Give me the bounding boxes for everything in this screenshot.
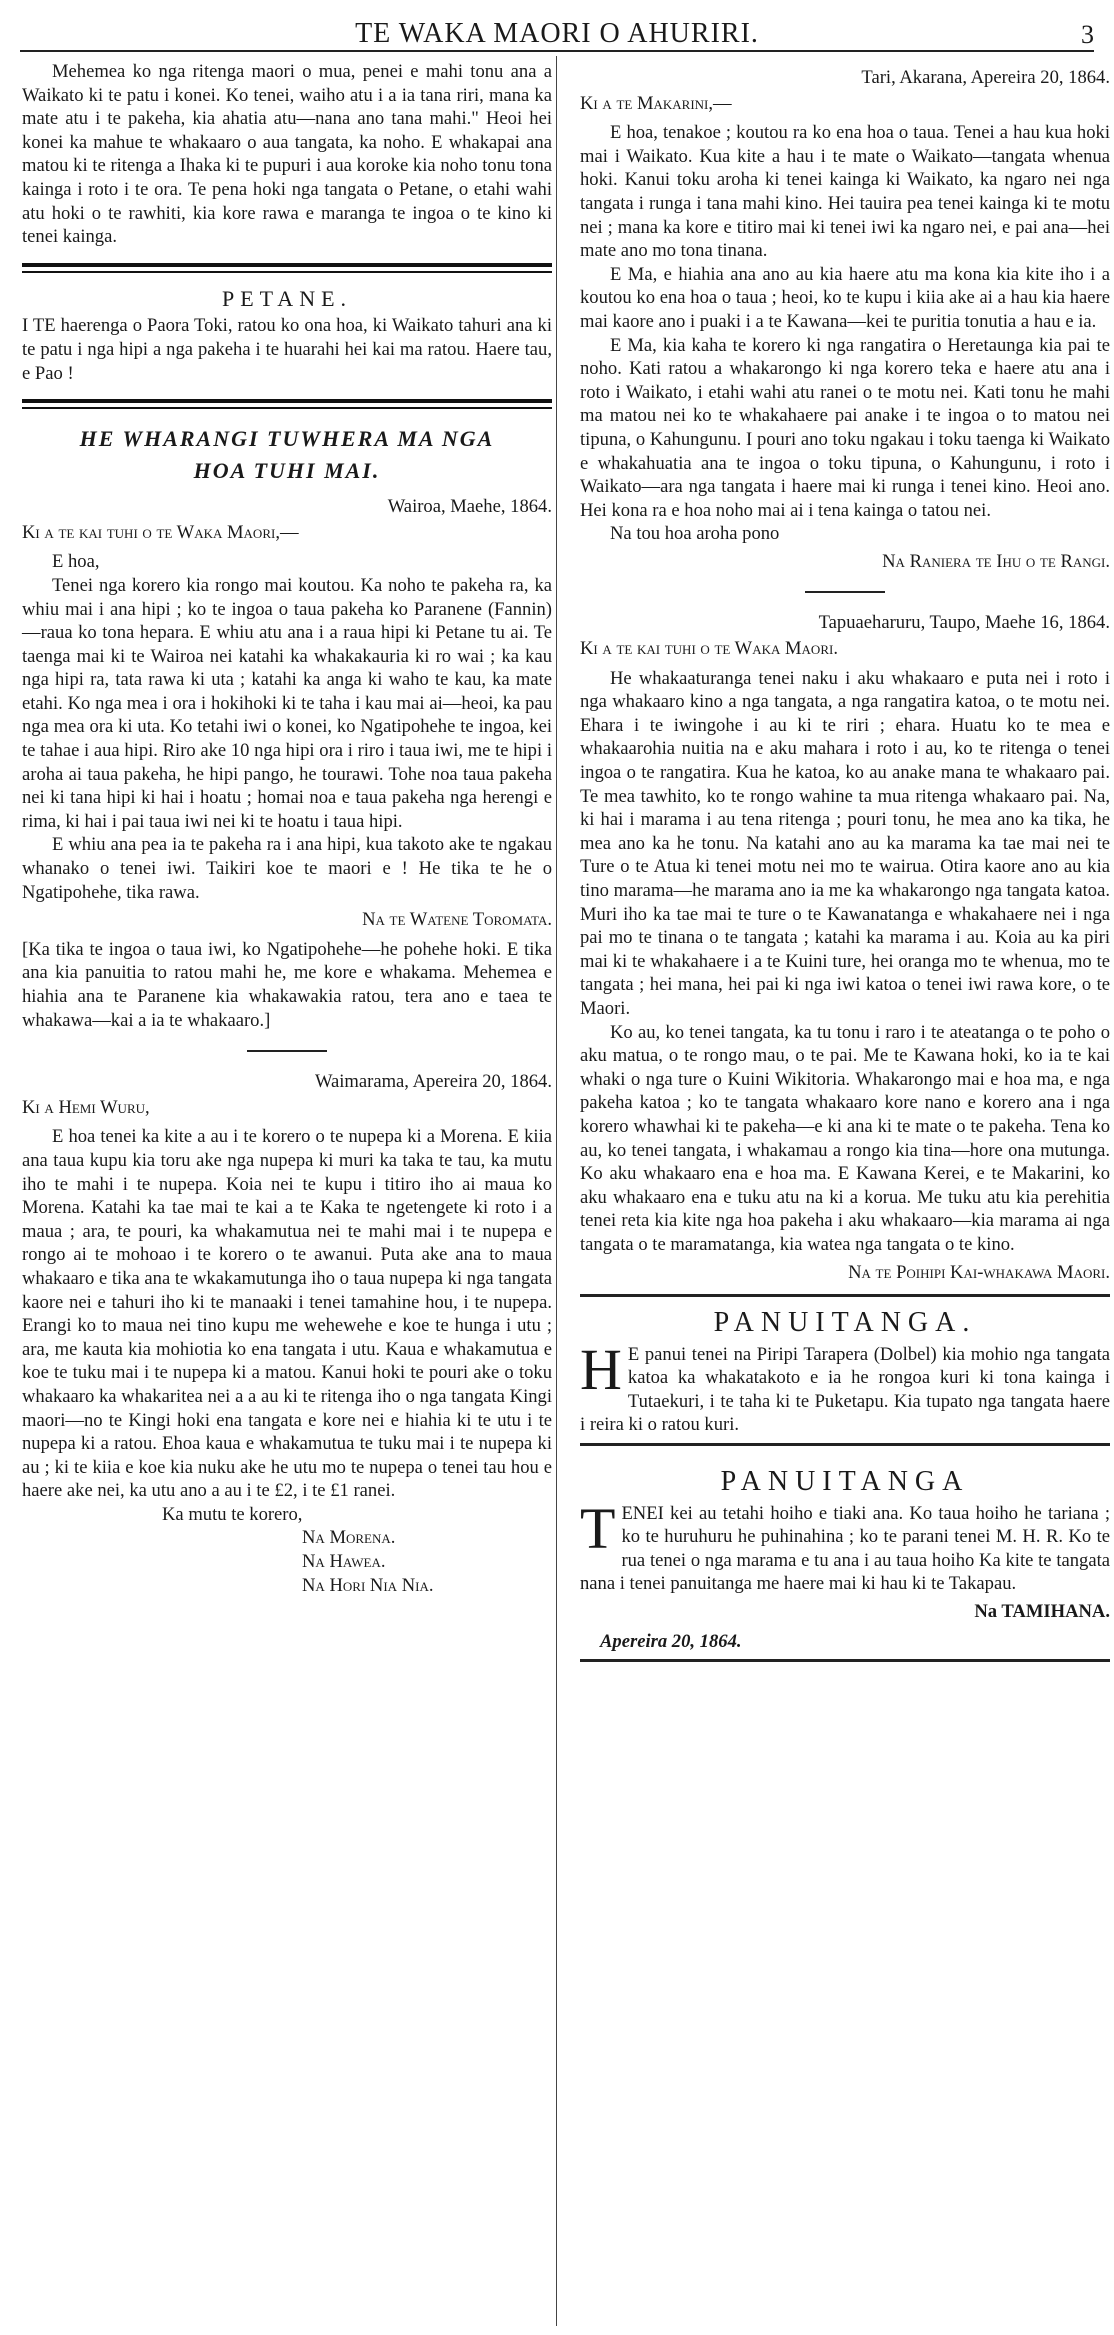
letter4-dateline: Tapuaeharuru, Taupo, Maehe 16, 1864. xyxy=(818,612,1110,634)
letter1-signature: Na te Watene Toromata. xyxy=(362,909,552,931)
letter1-address: Ki a te kai tuhi o te Waka Maori,— xyxy=(22,521,299,543)
ad1-heading: PANUITANGA. xyxy=(713,1307,977,1339)
section-divider xyxy=(22,263,552,273)
letter2-paragraph-1: E hoa tenei ka kite a au i te korero o te nupepa ki a Morena. E kiia ana taua kupu kia toru ake nga nupepa ki muri ka taka te tau, ka mutu iho te mahi i te nupepa. Koia nei te kupu i titiro iho ai maua ko Morena. Katahi ka tae mai te kai a te Kaka te ngetengete ki roto i a maua ; ara, te pouri, ka whakamutua nei te mahi mai i te nupepa e rongo ai te mohoao i te korero o te awanui. Puta ake ana to maua whakaaro e tika ana te wkakamutunga iho o taua nupepa ki nga tangata kaore nei e tahuri iho ki te manaaki i tenei tamahine hou, i te nupepa. Erangi ko to maua nei tino kupu me wehewehe e koe te hunga i utu ; ara, me kauta kia mohiotia ko ena tangata i utu. Kaua e whakamutua e koe te tuku mai i te nupepa ki a matou. Kanui hoki te pouri ake o toku whakaaro ka whakaritea nei a a au ki te ritenga iho o nga tangata Kingi maori—no te Kingi hoki ena tangata e kore nei e hiahia ki te utu i te nupepa ki a ratou. Ehoa kaua e whakamutua te tuku mai i te nupepa ki au ; ki te kiia e koe kia nuku ake he utu mo te nupepa o tenei tau hou e haere ake nei, ka utu ano a au i te £2, i te £1 ranei. xyxy=(22,1126,552,1502)
short-divider xyxy=(247,1050,327,1052)
letter3-paragraph-1: E hoa, tenakoe ; koutou ra ko ena hoa o taua. Tenei a hau kua hoki mai i Waikato. Kua kite a hau i te mate o Waikato—tangata whenua hoki. Kanui toku aroha ki tenei kainga ki Waikato, ka ngaro nei nga tangata i runga i tana mahi kino. Hei tauira pea tenei kainga ki te motu nei ; mana ka kore e titiro mai ki tenei iwi ka ngaro nei, e pai ana—hei mate ano mo tona tinana. xyxy=(580,122,1110,262)
letters-heading xyxy=(22,423,552,487)
letter3-dateline: Tari, Akarana, Apereira 20, 1864. xyxy=(861,67,1110,88)
ad1-dropcap: H xyxy=(580,1336,622,1402)
letter4-signature: Na te Poihipi Kai-whakawa Maori. xyxy=(848,1261,1110,1283)
letters-heading-line-1: HE WHARANGI TUWHERA MA NGA xyxy=(79,426,495,452)
short-divider xyxy=(805,591,885,593)
letter3-paragraph-2: E Ma, e hiahia ana ano au kia haere atu ma kona kia kite iho i a koutou ko ena hoa o taua ; heoi, ko te kupu i kiia ake ai a hau kia haere mai kaore ano i puaki i a te Kawana—kei te puritia tonutia a hau e ia. xyxy=(580,263,1110,332)
petane-heading: PETANE. xyxy=(221,285,353,311)
advertisement-dog-poison xyxy=(580,1294,1110,1446)
letter4-paragraph-1: He whakaaturanga tenei naku i aku whakaaro e puta nei i roto i nga whakaaro kino a nga tangata, a nga rangatira katoa, o te motu nei. Ehara i te iwingohe i au ki te riri ; ehara. Huatu ko te mea e whakaarohia nuitia na e aku mahara i roto i au, ko te ritenga o tenei ingoa o te rangatira. Kua he katoa, ko au anake mana te whakaaro pai. Te mea tawhito, ko te rongo wahine ta mua ritenga whakaaro pai. Na, ki hai i marama i au tena ritenga ; pouri tonu, he mea ano ka tika, he mea ano ka he tonu. Na katahi ano au ka marama ka tae mai nei te Ture o te Atua ki tenei motu nei mo te wairua. Otira kaore ano au kia tino marama—he marama ano ia me ka whakarongo nga tangata katoa. Muri iho ka tae mai te ture o te Kawanatanga e whakahaere nei i nga pai mo te tinana o te tangata ; katahi ka marama i au. Koia au ka piri mai ki te whakahaere i a te Kuini ture, hei oranga mo te whenua, mo te tangata ; hei mana, hei pai ki nga iwi katoa o tenei iwi rawa kore, o te Maori. xyxy=(580,667,1110,1019)
letter2-closing: Ka mutu te korero, xyxy=(162,1503,303,1525)
letter4-paragraph-2: Ko au, ko tenei tangata, ka tu tonu i raro i te ateatanga o te poho o aku matua, o te rongo mau, o te pai. Me te Kawana hoki, ko ia te kai whaki o nga ture o Kuini Wikitoria. Whakarongo mai e hoa ma, e nga pakeha katoa ; ko te tangata whakaaro kore nano e korero ana i nga korero whawhai ki te pakeha—e ki ana ki te mate o te pakeha. Tena ko au, ko tenei tangata, i whakamau a rongo kia tina—hore ona mutunga. Ko aku whakaaro ena e hoa ma. E Kawana Kerei, e te Makarini, ko aku whakaaro ena e tuku atu na ki a korua. Me tuku atu kia perehitia tenei reta kia kite nga hoa pakeha i aku whakaaro—kia marama ai nga tangata o te maramatanga, kia watea nga tangata o te kino. xyxy=(580,1021,1110,1255)
letter2-name-1: Na Morena. xyxy=(302,1527,396,1549)
ad2-body: ENEI kei au tetahi hoiho e tiaki ana. Ko taua hoiho he tariana ; ko te huruhuru he puhinahina ; ko te parani tenei M. H. R. Ko te rua tenei o nga marama e tu ana i au taua hoiho Ka kite te tangata nana i tenei panuitanga me haere mai ki hau ki te Takapau. xyxy=(580,1502,1110,1595)
ad2-date: Apereira 20, 1864. xyxy=(600,1630,742,1652)
left-column xyxy=(22,60,552,1597)
ad2-signature: Na TAMIHANA. xyxy=(974,1601,1110,1623)
masthead xyxy=(20,8,1094,52)
page-number: 3 xyxy=(1081,20,1094,49)
editor-note: [Ka tika te ingoa o taua iwi, ko Ngatipohehe—he pohehe hoki. E tika ana kia panuitia to ratou mahi he, me kore e whakama. Mehemea e hiahia ana te Paranene kia whakawakia ratou, tera ano e taea te whakawa—kai a ia te whakaaro.] xyxy=(22,938,552,1031)
petane-paragraph: I TE haerenga o Paora Toki, ratou ko ona hoa, ki Waikato tahuri ana ki te patu i nga hipi a nga pakeha i te huarahi hei kai ma ratou. Haere tau, e Pao ! xyxy=(22,315,552,384)
letter2-name-2: Na Hawea. xyxy=(302,1551,386,1573)
letter1-dateline: Wairoa, Maehe, 1864. xyxy=(387,496,552,518)
right-column xyxy=(580,60,1110,1672)
newspaper-title: TE WAKA MAORI O AHURIRI. xyxy=(355,18,759,49)
letter3-address: Ki a te Makarini,— xyxy=(580,92,732,114)
advertisement-stray-horse xyxy=(580,1456,1110,1662)
letters-heading-line-2: HOA TUHI MAI. xyxy=(193,458,381,484)
letter1-paragraph-1: Tenei nga korero kia rongo mai koutou. Ka noho te pakeha ra, ka whiu mai i ana hipi ; ko te ingoa o taua pakeha ko Paranene (Fannin)—raua ko tona hepara. E whiu atu ana i a raua hipi ki Petane tu ai. Te taenga mai ki te Wairoa nei katahi ka whakakauria ki ro wai ; ka kau nga hipi ra, tata rawa ki uta ; katahi ka anga ki waho te kau, ka mate etahi. Ko nga mea i ora i hokihoki ki te taha i kau mai ai—heoi, ka pau nga mea ora ki uta. Ko tetahi iwi o konei, ko Ngatipohehe te ingoa, kei te tahae i aua hipi. Riro ake 10 nga hipi ora i riro i taua iwi, me te hipi i aroha ai taua pakeha, he hipi pango, he tourawi. Tohe noa taua pakeha nei ki tana hipi ki hai i hoatu ; homai noa e taua pakeha nga herengi e rima, ki hai i pai taua iwi nei ki te hoatu i taua hipi. xyxy=(22,574,552,832)
letter1-salutation: E hoa, xyxy=(52,551,100,573)
column-divider xyxy=(556,56,557,2326)
letter2-dateline: Waimarama, Apereira 20, 1864. xyxy=(314,1071,552,1093)
intro-paragraph: Mehemea ko nga ritenga maori o mua, penei e mahi tonu ana a Waikato ki te patu i konei. Ko tenei, waiho atu i a ia tana riri, mana ka mate atu i te pakeha, kia ahatia atu—nana ano tana mahi." Heoi hei konei ka mahue te whakaaro o aua tangata, ka noho. E whakapai ana matou ki te ritenga a Ihaka ki te pupuri i aua koroke kia noho tonu tona kainga i roto i te ora. Te pena hoki nga tangata o Petane, o etahi wahi atu hoki o te rawhiti, kia kore rawa e maranga te ingoa o te kino ki tenei kainga. xyxy=(22,61,552,248)
letter2-address: Ki a Hemi Wuru, xyxy=(22,1096,150,1118)
letter2-name-3: Na Hori Nia Nia. xyxy=(302,1574,434,1596)
section-divider xyxy=(22,399,552,409)
ad2-dropcap: T xyxy=(580,1495,616,1561)
letter3-signature: Na Raniera te Ihu o te Rangi. xyxy=(882,550,1110,572)
ad2-heading: PANUITANGA xyxy=(720,1466,970,1498)
letter1-paragraph-2: E whiu ana pea ia te pakeha ra i ana hipi, kua takoto ake te ngakau whanako o tenei iwi. Taikiri koe te maori e ! He tika te he o Ngatipohehe, tika rawa. xyxy=(22,834,552,903)
letter3-paragraph-3: E Ma, kia kaha te korero ki nga rangatira o Heretaunga kia pai te noho. Kati ratou a whakarongo ki nga korero teka e haere atu ana i roto i Waikato, i etahi wahi atu ranei o te motu nei. Kati tonu he mahi ma matou nei ko te whakahaere pai anake i te ingoa o to matou nei tipuna, o Kahungunu. I pouri ano toku ngakau i toku taenga ki Waikato e whakahuatia ana te ingoa o toku tipuna, o Kahungunu, i roto i Waikato—ara nga tangata i haere mai ki runga i tenei kino. Heoi ano. Hei kona ra e hoa noho mai ai i tena kainga o tatou nei. xyxy=(580,334,1110,521)
letter4-address: Ki a te kai tuhi o te Waka Maori. xyxy=(580,638,838,660)
ad1-body: E panui tenei na Piripi Tarapera (Dolbel) kia mohio nga tangata katoa ka whakatakoto e ia he rongoa kuri ki tona kainga i Tutaekuri, i te taha ki te Puketapu. Kia tupato nga tangata haere i reira ki o ratou kuri. xyxy=(580,1343,1110,1436)
letter3-closing: Na tou hoa aroha pono xyxy=(610,523,780,545)
